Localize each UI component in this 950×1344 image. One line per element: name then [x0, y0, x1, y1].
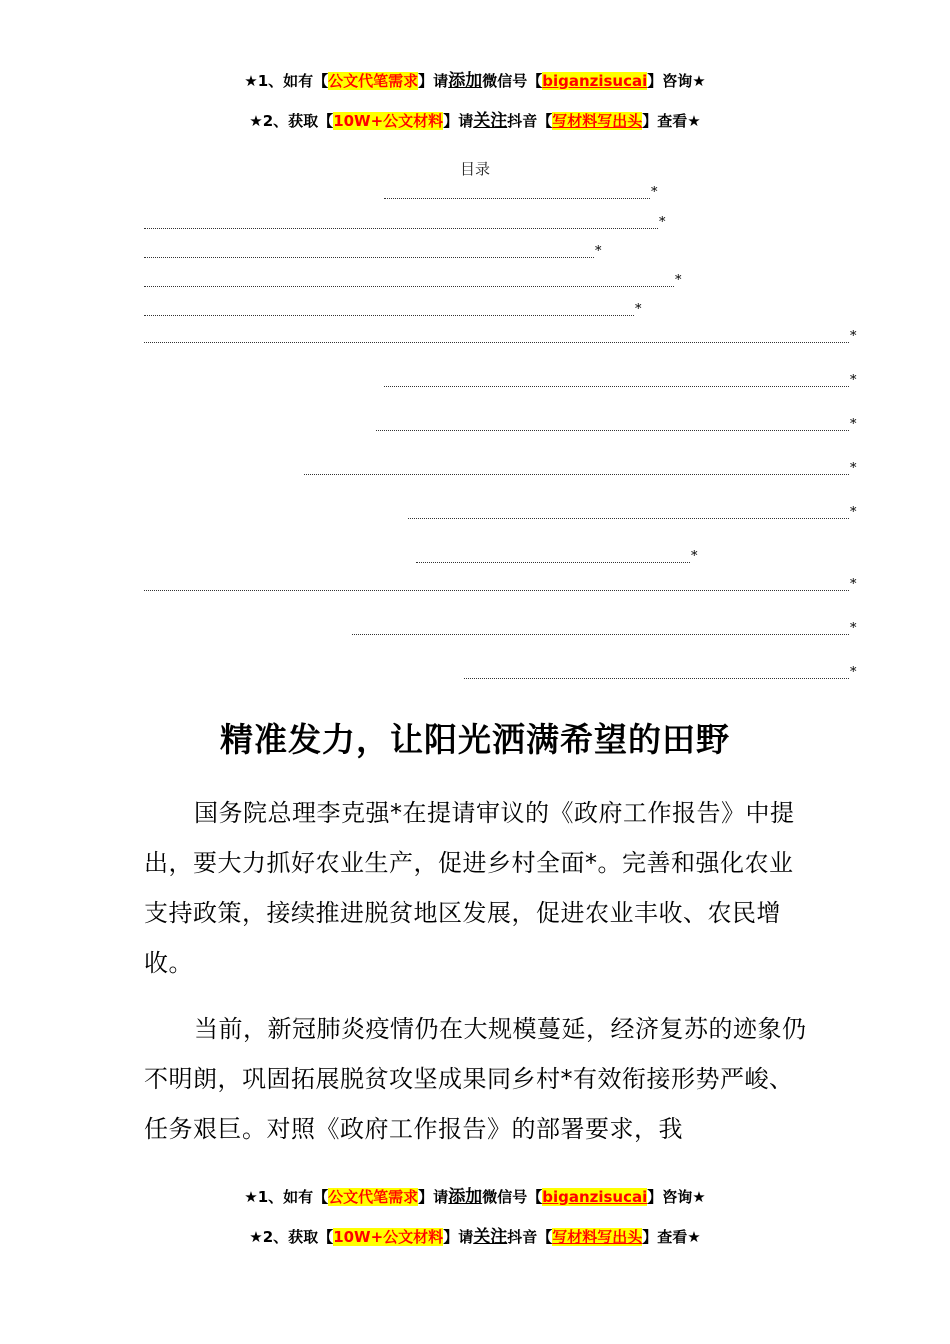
banner-text: 微信号【 [482, 1188, 543, 1206]
banner-verb-follow: 关注 [473, 111, 508, 131]
banner-highlight-ghostwriting: 公文代笔需求 [328, 1188, 419, 1206]
article-paragraph-2: 当前，新冠肺炎疫情仍在大规模蔓延，经济复苏的迹象仍不明朗，巩固拓展脱贫攻坚成果同乡村*有效衔接形势严峻、任务艰巨。对照《政府工作报告》的部署要求，我 [144, 1015, 807, 1143]
banner-verb-add: 添加 [448, 71, 483, 91]
article-paragraph-1: 国务院总理李克强*在提请审议的《政府工作报告》中提出，要大力抓好农业生产，促进乡村全面*。完善和强化农业支持政策，接续推进脱贫地区发展，促进农业丰收、农民增收。 [144, 799, 795, 977]
banner-text: 】请 [418, 1188, 449, 1206]
banner-text: 】查看★ [642, 1228, 701, 1246]
banner-highlight-materials: 10W+公文材料 [333, 1228, 444, 1246]
article-title: 精准发力，让阳光洒满希望的田野 [220, 720, 730, 759]
footer-banner-line-2 [0, 1226, 950, 1248]
banner-text: 抖音【 [507, 112, 553, 130]
banner-verb-follow: 关注 [473, 1227, 508, 1247]
banner-highlight-wechat-id: biganzisucai [542, 1188, 648, 1206]
banner-text: 抖音【 [507, 1228, 553, 1246]
banner-text: ★1、如有【 [244, 1188, 329, 1206]
banner-highlight-douyin-id: 写材料写出头 [552, 112, 643, 130]
banner-highlight-wechat-id: biganzisucai [542, 72, 648, 90]
banner-text: 】请 [443, 1228, 474, 1246]
header-banner-line-2 [0, 110, 950, 132]
toc-title: 目录 [459, 160, 490, 178]
banner-highlight-materials: 10W+公文材料 [333, 112, 444, 130]
banner-text: 】查看★ [642, 112, 701, 130]
banner-text: 】请 [418, 72, 449, 90]
banner-text: 】请 [443, 112, 474, 130]
header-banner-line-1 [0, 70, 950, 92]
banner-text: ★2、获取【 [249, 1228, 334, 1246]
banner-highlight-ghostwriting: 公文代笔需求 [328, 72, 419, 90]
banner-text: 微信号【 [482, 72, 543, 90]
footer-banner-line-1 [0, 1186, 950, 1208]
banner-text: ★2、获取【 [249, 112, 334, 130]
banner-text: 】咨询★ [647, 72, 706, 90]
banner-highlight-douyin-id: 写材料写出头 [552, 1228, 643, 1246]
banner-verb-add: 添加 [448, 1187, 483, 1207]
banner-text: 】咨询★ [647, 1188, 706, 1206]
banner-text: ★1、如有【 [244, 72, 329, 90]
